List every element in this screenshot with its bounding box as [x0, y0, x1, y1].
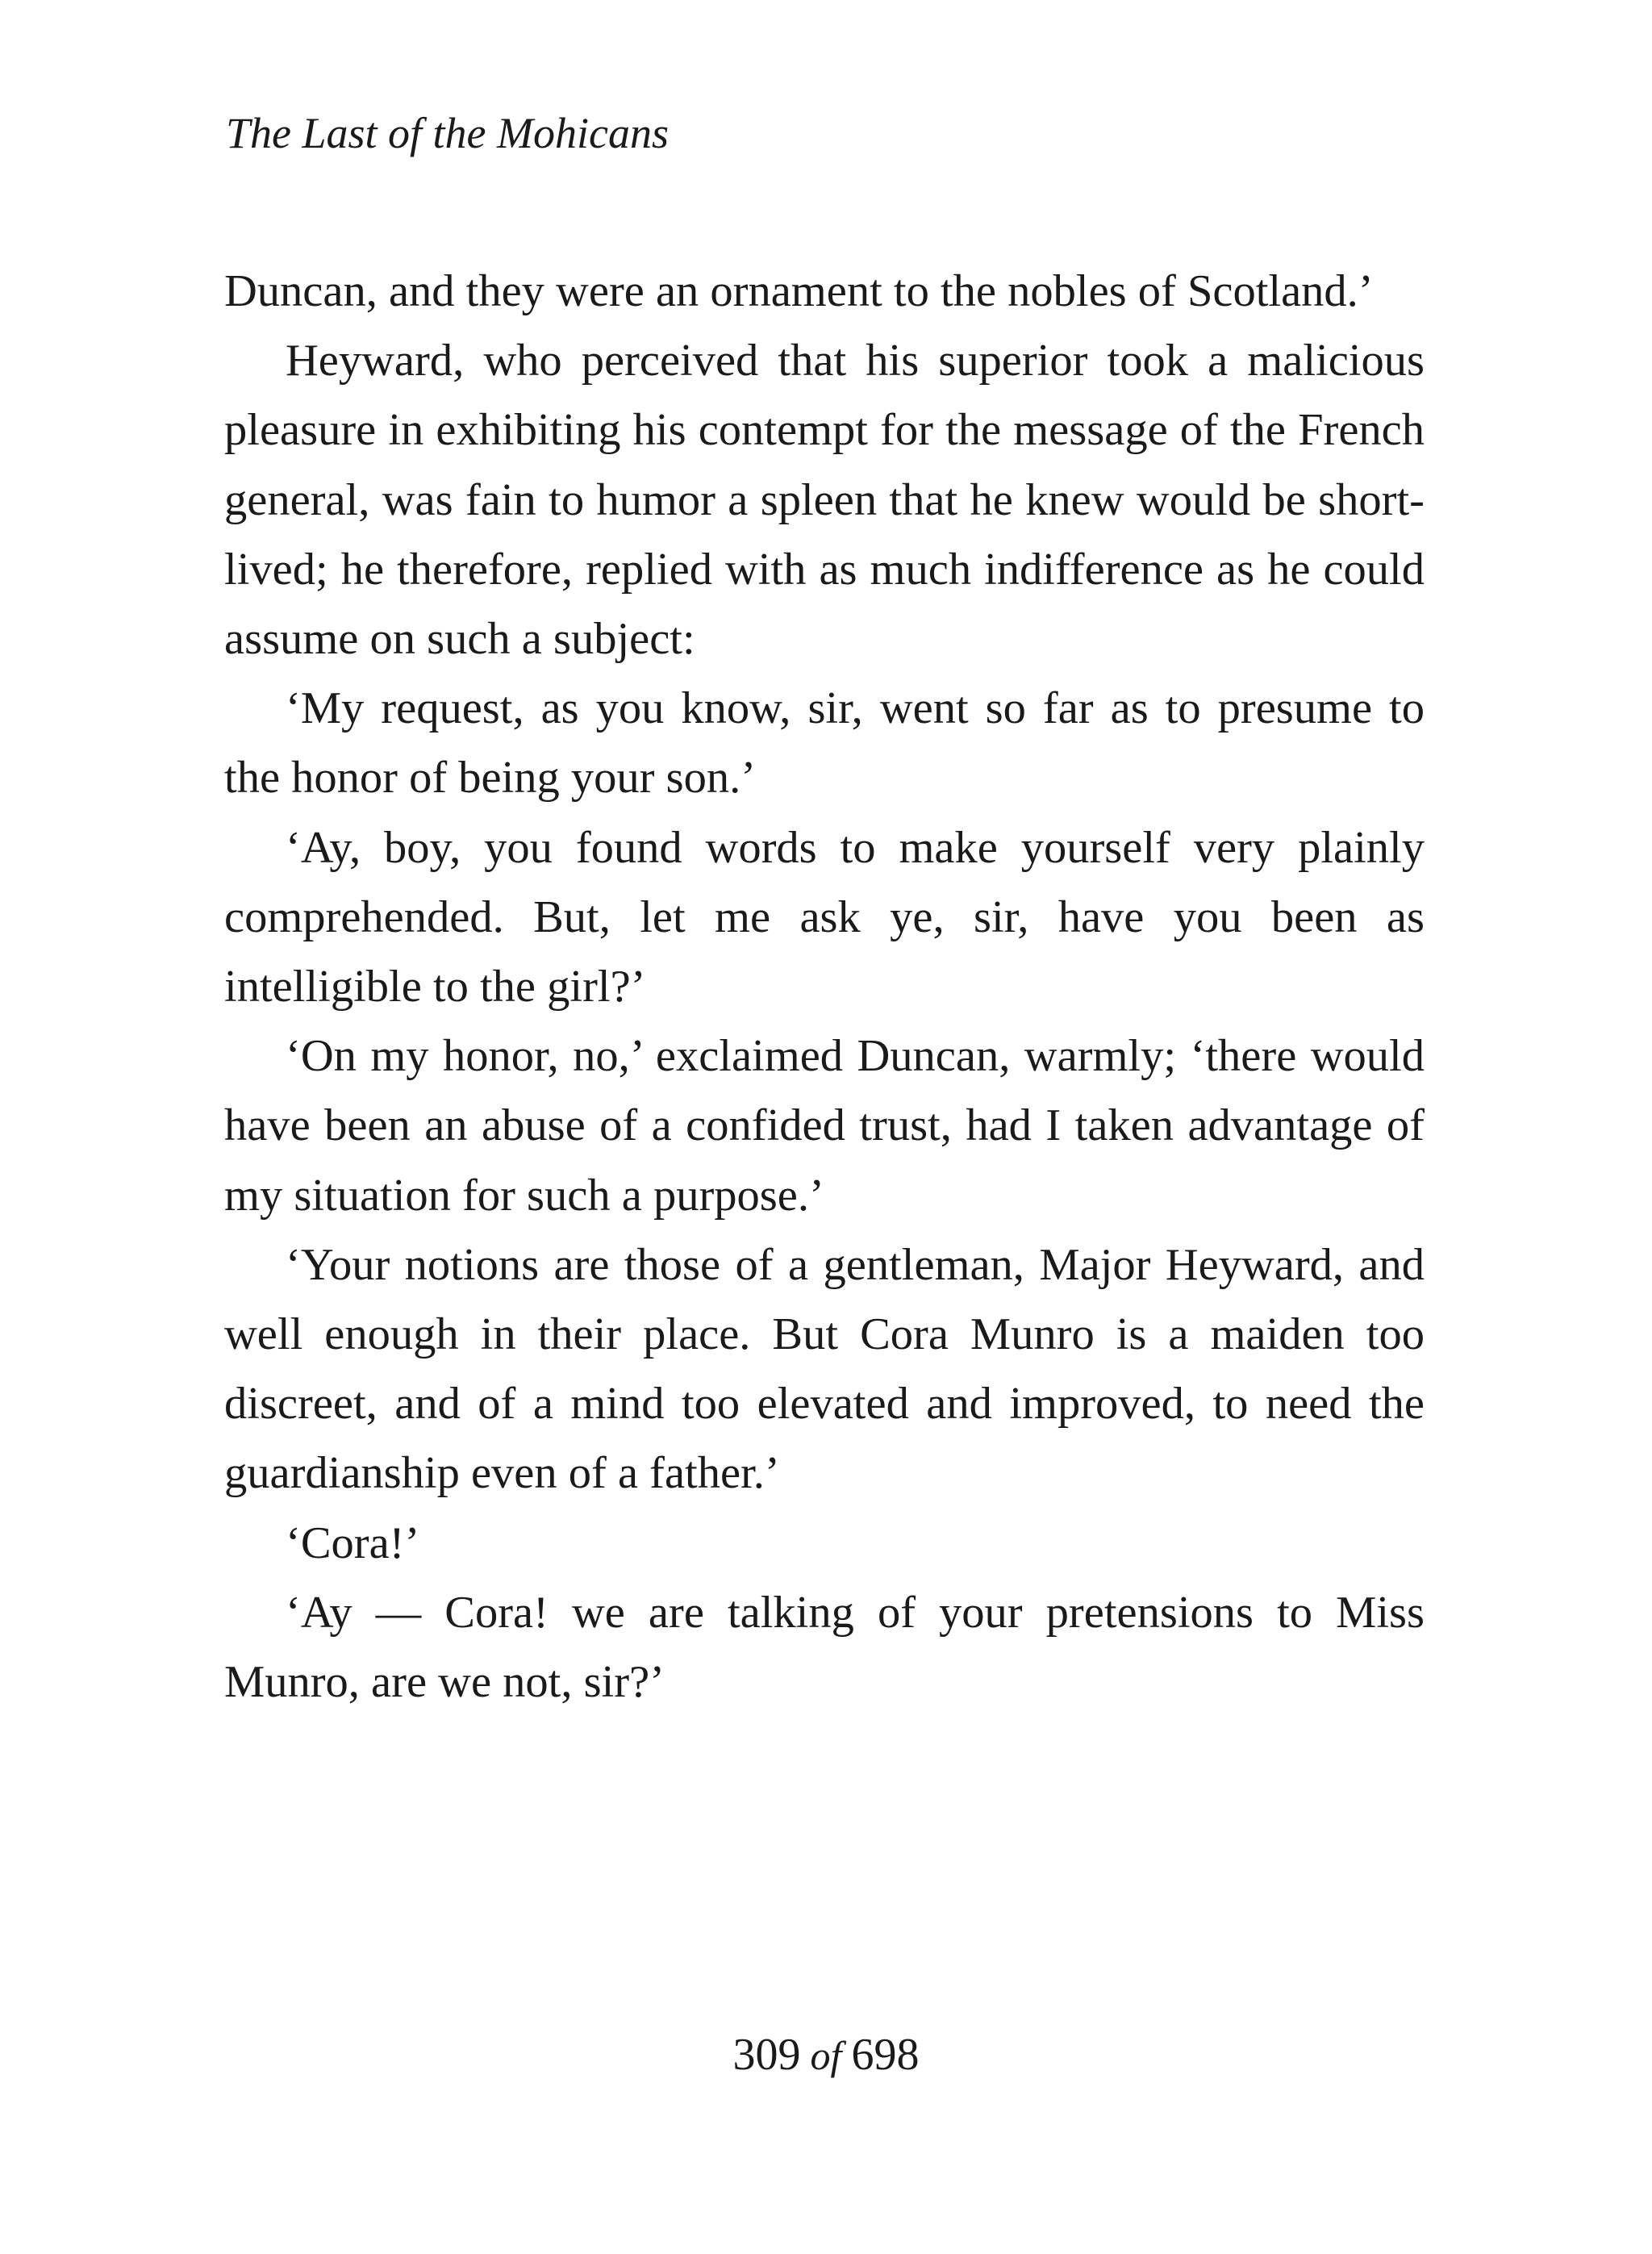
page-of-label: of [810, 2033, 842, 2078]
total-pages-number: 698 [851, 2030, 920, 2080]
paragraph: Heyward, who perceived that his superior took a malicious pleasure in exhibiting his contempt for the message of the French general, was fain to humor a spleen that he knew would be short-lived; he therefore, replied with as much indifference as he could assume on such a subject: [224, 336, 1425, 665]
paragraph: ‘Your notions are those of a gentleman, Major Heyward, and well enough in their place. But Cora Munro is a maiden too discreet, and of a mind too elevated and improved, to need the guardianship even of a father.’ [224, 1239, 1425, 1499]
paragraph: ‘Ay — Cora! we are talking of your pretensions to Miss Munro, are we not, sir?’ [224, 1587, 1425, 1708]
paragraph: ‘On my honor, no,’ exclaimed Duncan, warmly; ‘there would have been an abuse of a confided trust, had I taken advantage of my situation for such a purpose.’ [224, 1031, 1425, 1221]
page-number [0, 2027, 1652, 2084]
paragraph: ‘Cora!’ [286, 1517, 420, 1568]
paragraph: ‘My request, as you know, sir, went so far as to presume to the honor of being your son.’ [224, 683, 1425, 804]
body-text [224, 257, 1425, 1717]
current-page-number: 309 [732, 2030, 801, 2080]
running-head-title: The Last of the Mohicans [226, 109, 669, 157]
paragraph: ‘Ay, boy, you found words to make yourself very plainly comprehended. But, let me ask ye, sir, have you been as intelligible to the girl?’ [224, 822, 1425, 1012]
paragraph-continuation: Duncan, and they were an ornament to the nobles of Scotland.’ [224, 266, 1374, 316]
